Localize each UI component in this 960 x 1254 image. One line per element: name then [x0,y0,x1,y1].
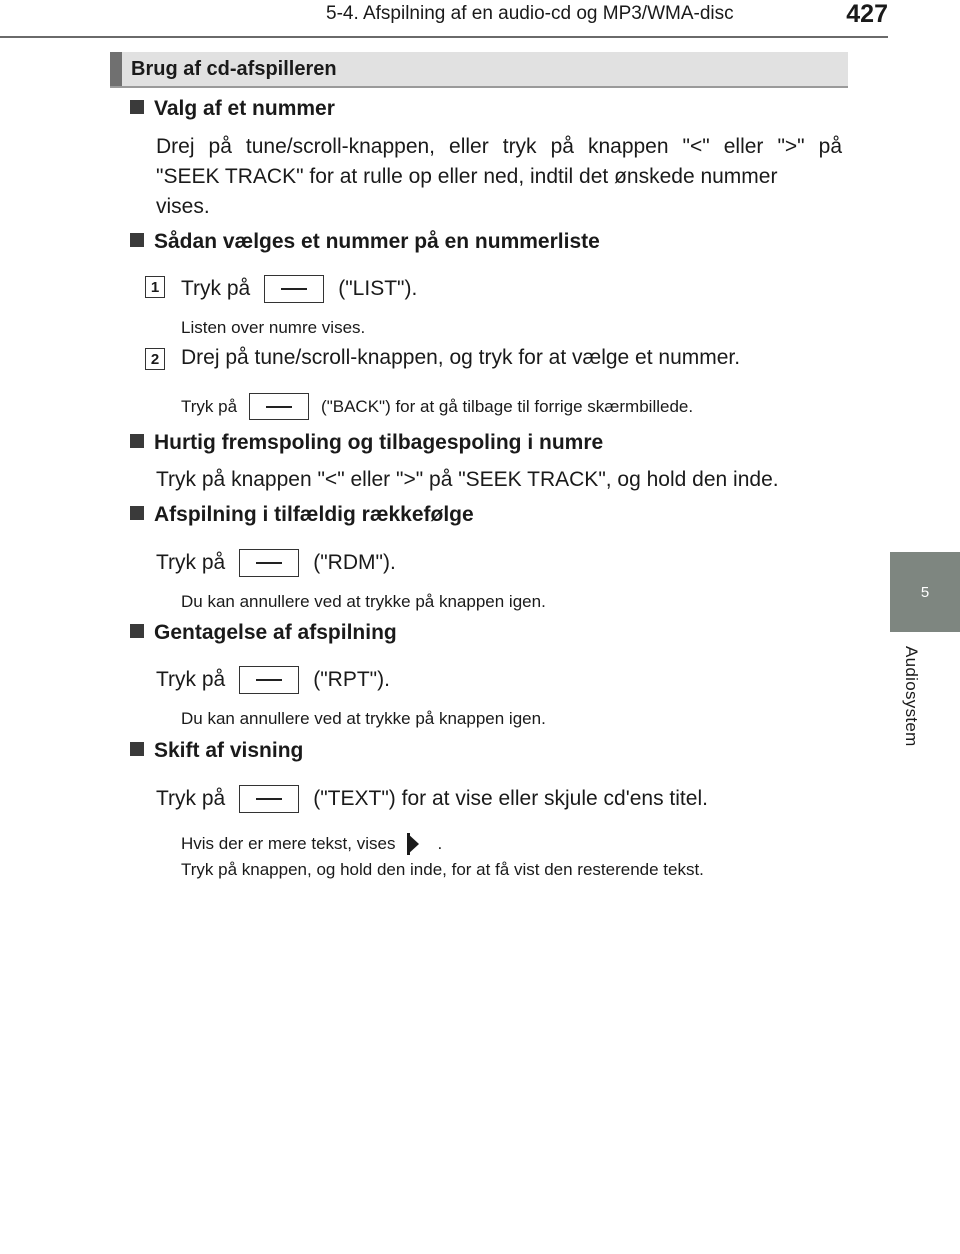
heading-text: Gentagelse af afspilning [154,621,397,644]
heading-text: Skift af visning [154,739,304,762]
list-key-button [264,275,324,303]
heading-text: Valg af et nummer [154,97,335,120]
heading-fast-forward [130,431,603,455]
back-key-button [249,393,309,420]
section-header [110,52,848,88]
section-accent [110,52,122,86]
step-number-1: 1 [145,276,165,298]
step-number-2: 2 [145,348,165,370]
step1-note: Listen over numre vises. [181,318,366,337]
select-track-line3: vises. [156,195,210,218]
step1-post: ("LIST"). [338,277,418,300]
step2-note [181,393,693,420]
square-bullet-icon [130,233,144,247]
square-bullet-icon [130,624,144,638]
key-button-icon [256,562,282,564]
text-key-button [239,785,299,813]
heading-display [130,739,303,763]
header-rule [0,36,888,38]
key-button-icon [266,406,292,408]
repeat-pre: Tryk på [156,668,226,691]
step2-note-post: ("BACK") for at gå tilbage til forrige skærmbillede. [321,396,694,416]
step2-text: Drej på tune/scroll-knappen, og tryk for at vælge et nummer. [181,346,741,369]
display-note1 [181,833,442,855]
random-pre: Tryk på [156,551,226,574]
select-track-line2: "SEEK TRACK" for at rulle op eller ned, indtil det ønskede nummer [156,165,778,188]
square-bullet-icon [130,742,144,756]
random-line [156,549,396,577]
random-note: Du kan annullere ved at trykke på knappen igen. [181,592,546,611]
page-number: 427 [846,0,888,28]
heading-text: Sådan vælges et nummer på en nummerliste [154,230,600,253]
rpt-key-button [239,666,299,694]
display-note2: Tryk på knappen, og hold den inde, for at få vist den resterende tekst. [181,860,704,879]
step2-note-pre: Tryk på [181,396,238,416]
chapter-tab-number: 5 [920,583,930,601]
fast-forward-text: Tryk på knappen "<" eller ">" på "SEEK TRACK", og hold den inde. [156,468,779,491]
more-text-arrow-icon [407,833,419,855]
repeat-line [156,666,390,694]
key-button-icon [256,798,282,800]
heading-text: Afspilning i tilfældig rækkefølge [154,503,474,526]
rdm-key-button [239,549,299,577]
heading-select-from-list [130,230,600,254]
key-button-icon [281,288,307,290]
heading-random [130,503,474,527]
square-bullet-icon [130,434,144,448]
display-note1-pre: Hvis der er mere tekst, vises [181,834,396,853]
heading-repeat [130,621,397,645]
heading-text: Hurtig fremspoling og tilbagespoling i numre [154,431,604,454]
section-title: Brug af cd-afspilleren [131,58,337,80]
display-note1-post: . [437,834,443,853]
random-post: ("RDM"). [313,551,396,574]
square-bullet-icon [130,100,144,114]
step1-line [181,275,417,303]
chapter-tab [890,552,960,632]
key-button-icon [256,679,282,681]
step1-pre: Tryk på [181,277,251,300]
chapter-title: 5-4. Afspilning af en audio-cd og MP3/WMA-disc [326,3,734,24]
display-post: ("TEXT") for at vise eller skjule cd'ens titel. [313,787,708,810]
select-track-line1: Drej på tune/scroll-knappen, eller tryk på knappen "<" eller ">" på [156,135,842,158]
display-line [156,785,708,813]
display-pre: Tryk på [156,787,226,810]
heading-select-track [130,97,335,121]
square-bullet-icon [130,506,144,520]
chapter-tab-label: Audiosystem [902,646,921,747]
repeat-note: Du kan annullere ved at trykke på knappen igen. [181,709,546,728]
repeat-post: ("RPT"). [313,668,390,691]
